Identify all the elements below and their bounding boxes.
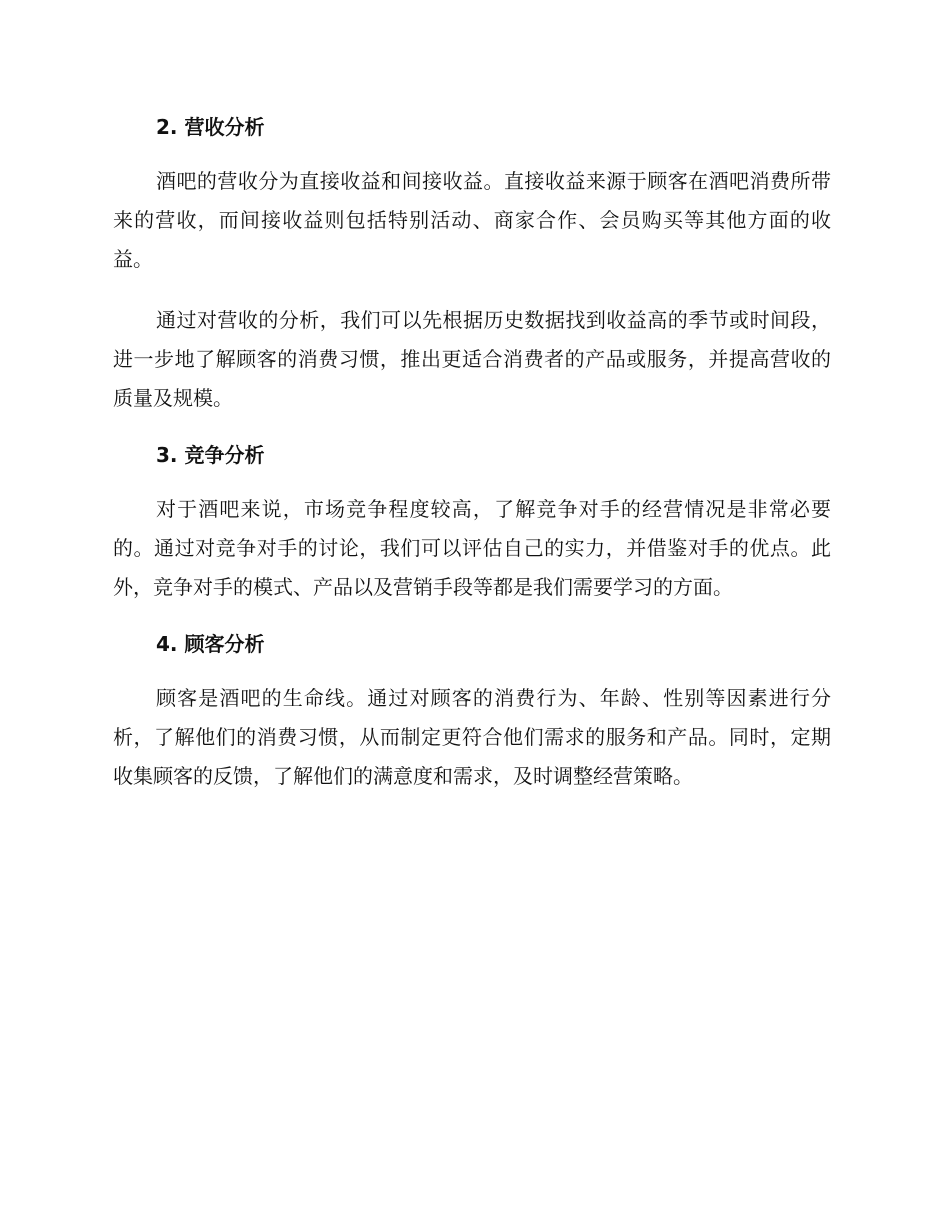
- section-competition-analysis: [113, 440, 831, 607]
- section-revenue-analysis: [113, 112, 831, 418]
- section-heading: 2. 营收分析: [156, 115, 265, 139]
- section-customer-analysis: [113, 629, 831, 796]
- paragraph: 顾客是酒吧的生命线。通过对顾客的消费行为、年龄、性别等因素进行分析，了解他们的消费习惯，从而制定更符合他们需求的服务和产品。同时，定期收集顾客的反馈，了解他们的满意度和需求，及时调整经营策略。: [113, 686, 831, 788]
- paragraph: 对于酒吧来说，市场竞争程度较高，了解竞争对手的经营情况是非常必要的。通过对竞争对手的讨论，我们可以评估自己的实力，并借鉴对手的优点。此外，竞争对手的模式、产品以及营销手段等都是我们需要学习的方面。: [113, 497, 831, 599]
- paragraph: 酒吧的营收分为直接收益和间接收益。直接收益来源于顾客在酒吧消费所带来的营收，而间接收益则包括特别活动、商家合作、会员购买等其他方面的收益。: [113, 169, 831, 271]
- section-heading: 4. 顾客分析: [156, 632, 265, 656]
- paragraph: 通过对营收的分析，我们可以先根据历史数据找到收益高的季节或时间段，进一步地了解顾客的消费习惯，推出更适合消费者的产品或服务，并提高营收的质量及规模。: [113, 308, 831, 410]
- section-heading: 3. 竞争分析: [156, 443, 265, 467]
- document-body: [113, 112, 831, 818]
